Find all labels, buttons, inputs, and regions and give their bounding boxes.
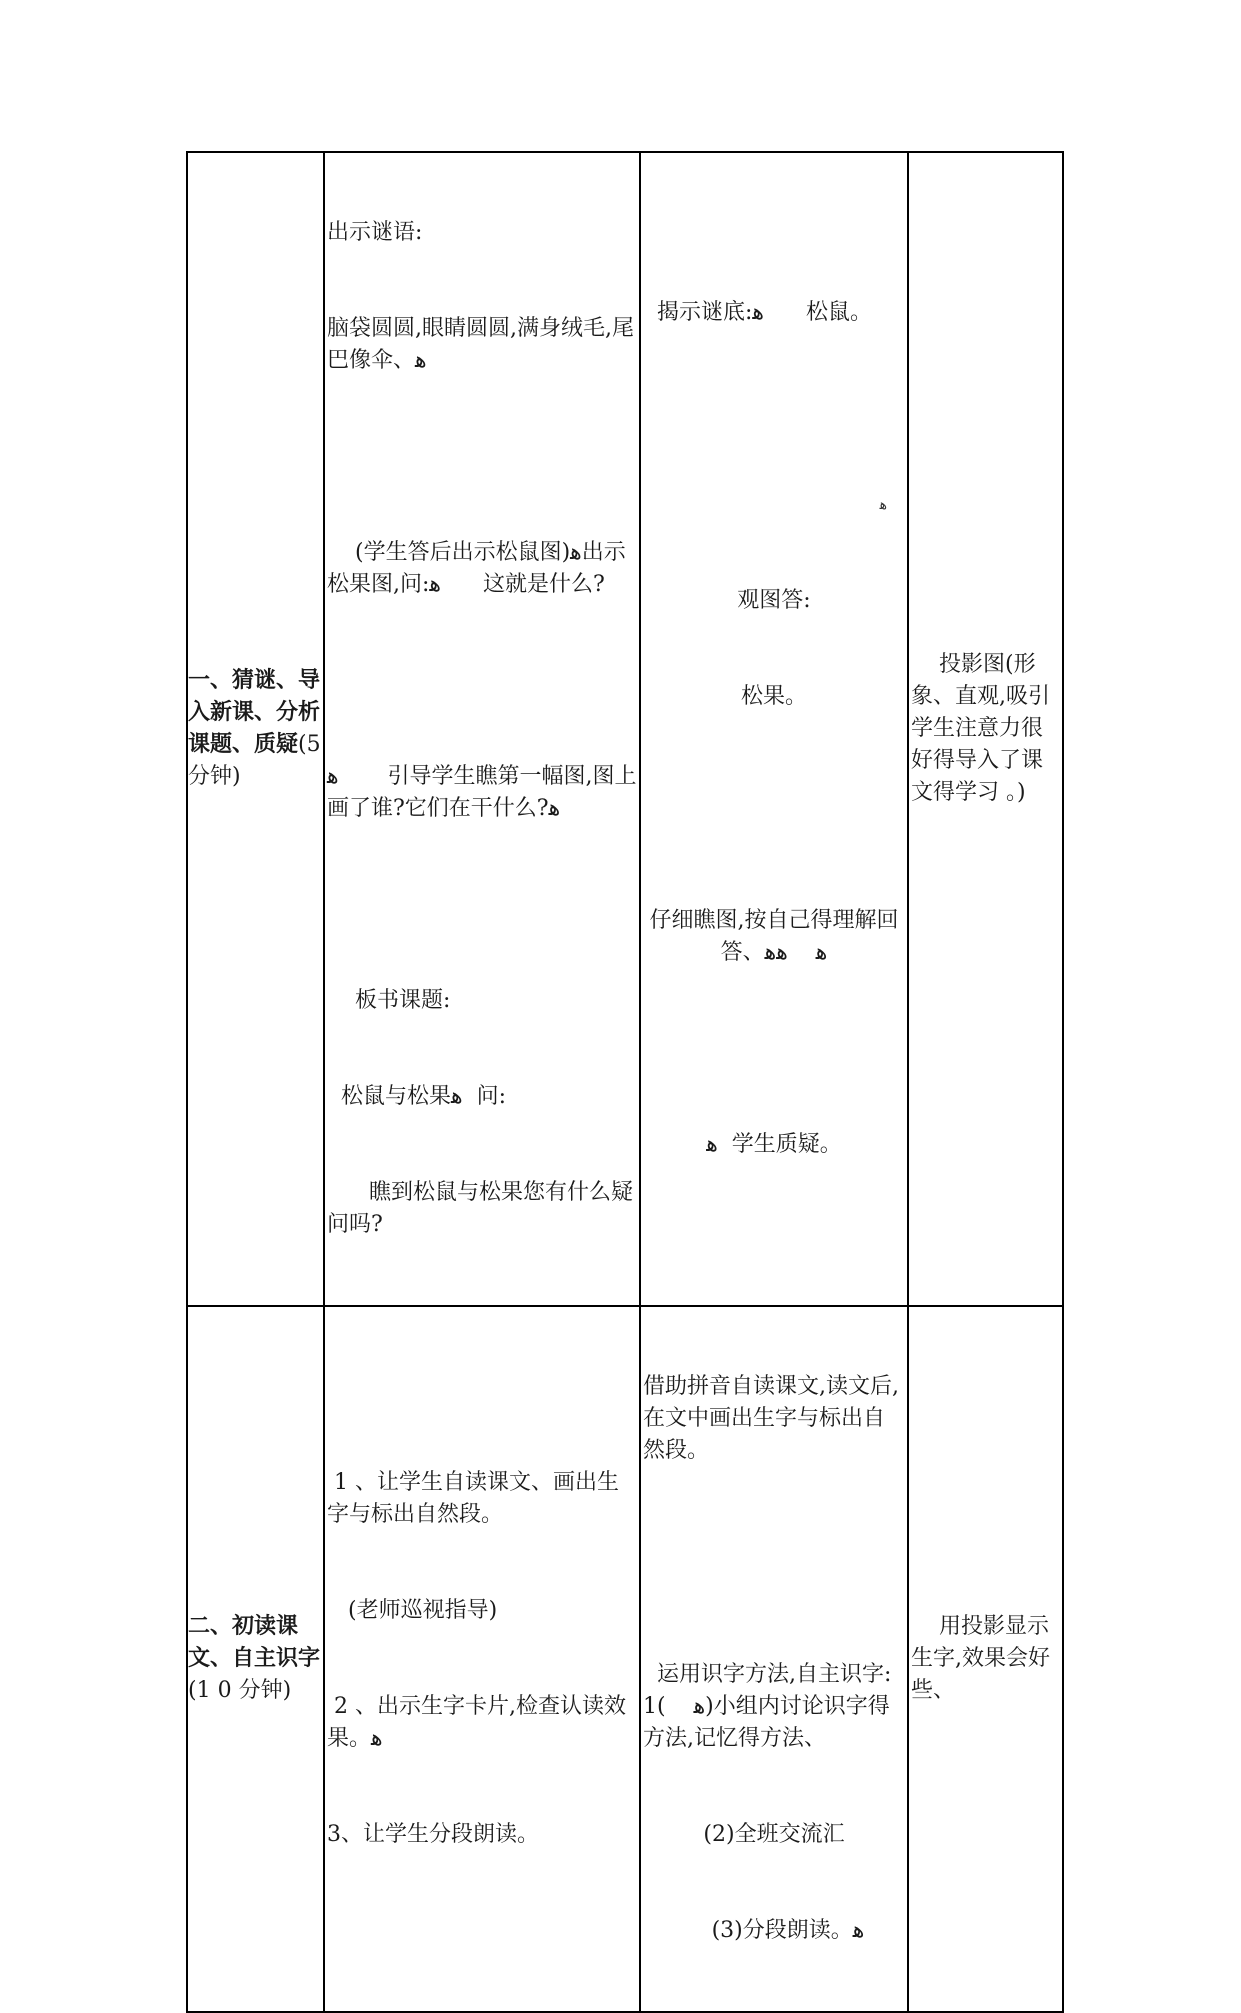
table-row [187,152,1063,1306]
teacher-text: 瞧到松鼠与松果您有什么疑问吗? [327,1180,633,1237]
student-text: 借助拼音自读课文,读文后,在文中画出生字与标出自然段。 [643,1374,899,1463]
table-row [187,1306,1063,2012]
note-text: 投影图(形象、直观,吸引学生注意力很好得导入了课文得学习 。) [911,652,1050,805]
teacher-text: 板书课题: [327,988,451,1013]
teacher-activity-cell [324,152,640,1306]
student-text: (3)分段朗读。ﻫ [683,1918,865,1943]
stage-cell [187,1306,324,2012]
teacher-text: 2 、出示生字卡片,检查认读效果。ﻫ [327,1694,626,1751]
student-text: 仔细瞧图,按自己得理解回答、ﻫ ﻫﻫ [649,908,899,965]
student-text: 松果。 [740,684,807,709]
student-text: 运用识字方法,自主识字:1( ﻫ)小组内讨论识字得方法,记忆得方法、 [643,1662,892,1751]
student-text: (2)全班交流汇 [703,1822,845,1847]
teacher-text: (老师巡视指导) [327,1598,498,1623]
student-text: 揭示谜底:ﻫ 松鼠。 [643,300,872,325]
teacher-text: 松鼠与松果ﻫ 问: [327,1084,507,1109]
teacher-text: 出示谜语: [327,220,423,245]
notes-cell [908,152,1063,1306]
teacher-text: ﻫ 引导学生瞧第一幅图,图上画了谁?它们在干什么?ﻫ [327,764,637,821]
student-text: ﻫ [879,497,887,513]
stage-title: 一、猜谜、导入新课、分析课题、质疑 [188,668,321,757]
teacher-text: 3、让学生分段朗读。 [327,1822,539,1847]
stage-duration: (5 分钟) [188,732,321,789]
teacher-activity-cell [324,1306,640,2012]
stage-cell [187,152,324,1306]
student-activity-cell [640,152,908,1306]
lesson-plan-table [186,151,1064,2013]
stage-duration: (1 0 分钟) [188,1678,292,1703]
stage-title: 二、初读课文、自主识字 [188,1614,321,1671]
student-text: 观图答: [737,588,811,613]
teacher-text: (学生答后出示松鼠图)ﻫ出示松果图,问:ﻫ 这就是什么? [327,540,626,597]
note-text: 用投影显示生字,效果会好些、 [911,1614,1050,1703]
notes-cell [908,1306,1063,2012]
teacher-text: 1 、让学生自读课文、画出生字与标出自然段。 [327,1470,619,1527]
student-text: ﻫ 学生质疑。 [706,1132,842,1157]
student-activity-cell [640,1306,908,2012]
teacher-text: 脑袋圆圆,眼睛圆圆,满身绒毛,尾巴像伞、ﻫ [327,316,634,373]
